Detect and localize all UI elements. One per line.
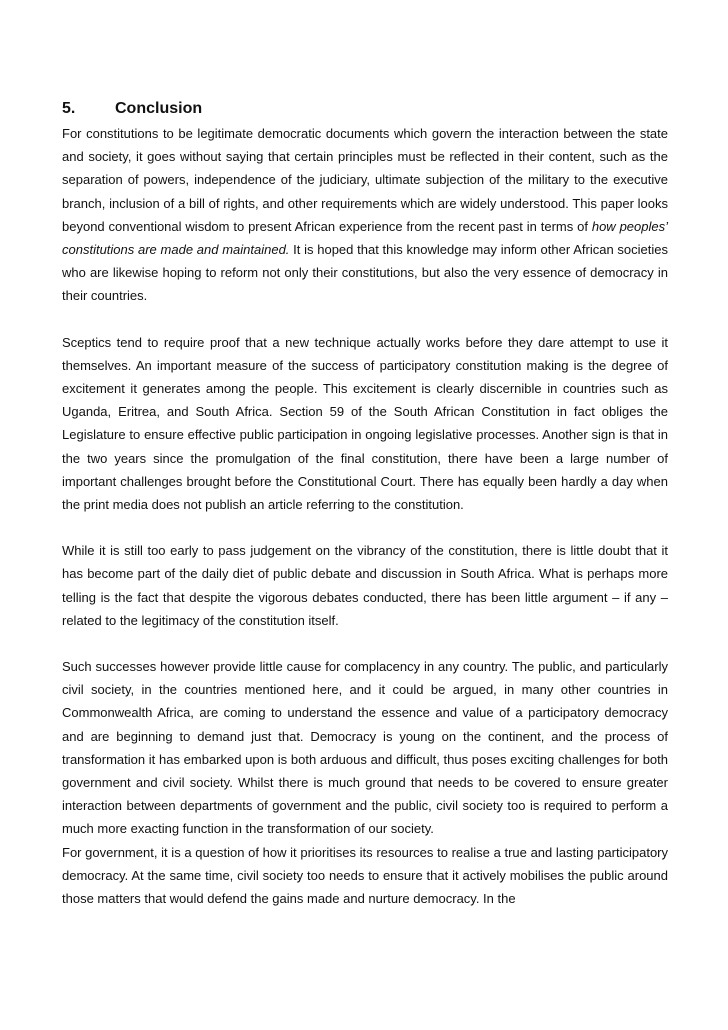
- section-heading: [62, 96, 668, 122]
- paragraph-legitimacy: [62, 122, 668, 308]
- paragraph-sceptics: Sceptics tend to require proof that a new technique actually works before they dare attempt to use it themselves. An important measure of the success of participatory constitution making is the degree of excitement it generates among the people. This excitement is clearly discernible in countries such as Uganda, Eritrea, and South Africa. Section 59 of the South African Constitution in fact obliges the Legislature to ensure effective public participation in ongoing legislative processes. Another sign is that in the two years since the promulgation of the final constitution, there have been a large number of important challenges brought before the Constitutional Court. There has equally been hardly a day when the print media does not publish an article referring to the constitution.: [62, 334, 668, 513]
- paragraph-government: For government, it is a question of how it prioritises its resources to realise a true and lasting participatory democracy. At the same time, civil society too needs to ensure that it actively mobilises the public around those matters that would defend the gains made and nurture democracy. In the: [62, 844, 668, 907]
- paragraph-successes: Such successes however provide little cause for complacency in any country. The public, and particularly civil society, in the countries mentioned here, and it could be argued, in many other countries in Commonwealth Africa, are coming to understand the essence and value of a participatory democracy and are beginning to demand just that. Democracy is young on the continent, and the process of transformation it has embarked upon is both arduous and difficult, thus poses exciting challenges for both government and civil society. Whilst there is much ground that needs to be covered to ensure greater interaction between departments of government and the public, civil society too is required to perform a much more exacting function in the transformation of our society.: [62, 659, 668, 837]
- paragraph-1-text-b: It is hoped that this knowledge may inform other African societies who are likewise hoping to reform not only their constitutions, but also the very essence of democracy in their countries.: [62, 242, 668, 304]
- paragraph-vibrancy: While it is still too early to pass judgement on the vibrancy of the constitution, there is little doubt that it has become part of the daily diet of public debate and discussion in South Africa. What is perhaps more telling is the fact that despite the vigorous debates conducted, there has been little argument – if any – related to the legitimacy of the constitution itself.: [62, 543, 668, 628]
- section-title: Conclusion: [115, 100, 203, 117]
- paragraph-1-text-a: For constitutions to be legitimate democratic documents which govern the interaction between the state and society, it goes without saying that certain principles must be reflected in their content, such as the separation of powers, independence of the judiciary, ultimate subjection of the military to the executive branch, inclusion of a bill of rights, and other requirements which are widely understood. This paper looks beyond conventional wisdom to present African experience from the recent past in terms of: [62, 126, 668, 234]
- document-page: [62, 96, 668, 910]
- paragraph-1-emphasis: how peoples’ constitutions are made and maintained.: [62, 218, 668, 258]
- section-number: 5.: [62, 100, 76, 117]
